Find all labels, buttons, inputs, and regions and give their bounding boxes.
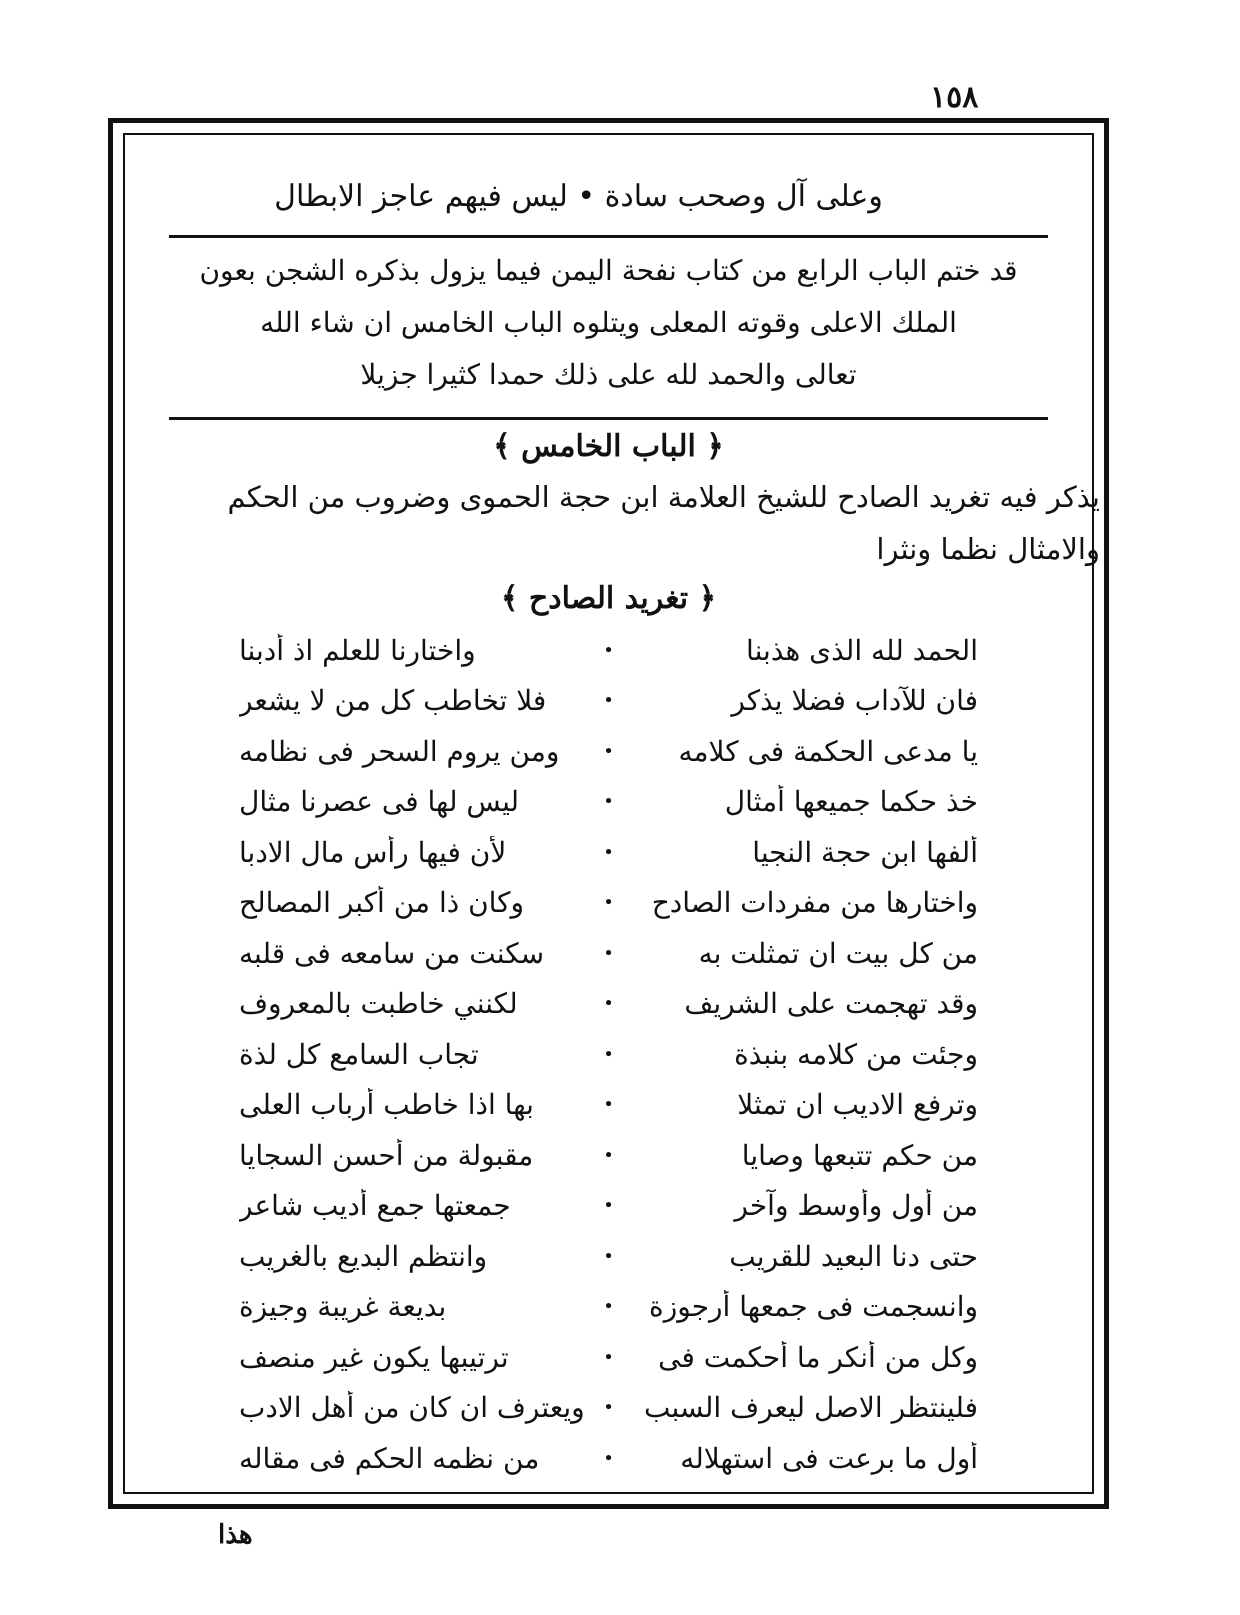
verse-first-hemistich: واختارها من مفردات الصادح [651,886,978,920]
verse-first-hemistich: وقد تهجمت على الشريف [684,987,978,1021]
verse-first-hemistich: وجئت من كلامه بنبذة [734,1037,978,1071]
verse-first-hemistich: ألفها ابن حجة النجيا [752,835,978,869]
intro-line: يذكر فيه تغريد الصادح للشيخ العلامة ابن حجة الحموى وضروب من الحكم [227,480,1100,514]
opening-line: وعلى آل وصحب سادة • ليس فيهم عاجز الابطال [274,179,883,214]
verse-first-hemistich: وانسجمت فى جمعها أرجوزة [649,1290,978,1324]
page-frame [108,118,1109,1509]
verse-separator: • [603,740,614,762]
verse-second-hemistich: ترتيبها يكون غير منصف [239,1340,509,1374]
catchword: هذا [218,1520,253,1550]
page-content [139,149,1100,1478]
verse-first-hemistich: أول ما برعت فى استهلاله [680,1441,978,1475]
verse-separator: • [603,1245,614,1267]
verse-separator: • [603,942,614,964]
chapter-intro [119,471,1100,575]
verse-separator: • [603,1447,614,1469]
verse-line [239,777,978,828]
verse-second-hemistich: لكنني خاطبت بالمعروف [239,987,518,1021]
verse-separator: • [603,1296,614,1318]
verse-line [239,979,978,1030]
verse-second-hemistich: وانتظم البديع بالغريب [239,1239,488,1273]
verse-separator: • [603,1195,614,1217]
verse-second-hemistich: وكان ذا من أكبر المصالح [239,886,525,920]
verse-second-hemistich: ويعترف ان كان من أهل الادب [239,1391,585,1425]
verse-second-hemistich: تجاب السامع كل لذة [239,1037,479,1071]
verse-line [239,928,978,979]
verse-first-hemistich: الحمد لله الذى هذبنا [746,633,978,667]
poem [239,625,978,1484]
verse-first-hemistich: يا مدعى الحكمة فى كلامه [678,734,978,768]
verse-separator: • [603,841,614,863]
verse-line [239,1332,978,1383]
verse-separator: • [603,639,614,661]
verse-second-hemistich: لأن فيها رأس مال الادبا [239,835,507,869]
verse-separator: • [603,690,614,712]
divider-rule [169,417,1048,420]
verse-separator: • [603,993,614,1015]
verse-line [239,1433,978,1484]
verse-second-hemistich: فلا تخاطب كل من لا يشعر [239,684,547,718]
verse-first-hemistich: وترفع الاديب ان تمثلا [737,1088,978,1122]
verse-separator: • [603,1397,614,1419]
verse-separator: • [603,791,614,813]
verse-second-hemistich: بها اذا خاطب أرباب العلى [239,1088,534,1122]
verse-separator: • [603,1094,614,1116]
page-frame-inner [123,133,1100,1494]
verse-line [239,1080,978,1131]
poem-title: ﴿ تغريد الصادح ﴾ [500,581,717,616]
verse-first-hemistich: من أول وأوسط وآخر [734,1189,978,1223]
verse-second-hemistich: واختارنا للعلم اذ أدبنا [239,633,476,667]
verse-line [239,676,978,727]
divider-rule [169,235,1048,238]
verse-line [239,1231,978,1282]
chapter-title: ﴿ الباب الخامس ﴾ [493,429,724,464]
verse-second-hemistich: ومن يروم السحر فى نظامه [239,734,560,768]
verse-second-hemistich: بديعة غريبة وجيزة [239,1290,447,1324]
verse-line [239,1181,978,1232]
page-number: ١٥٨ [930,80,979,115]
chapter-closing-note [159,245,1058,401]
verse-second-hemistich: من نظمه الحكم فى مقاله [239,1441,540,1475]
intro-line: والامثال نظما ونثرا [876,532,1100,566]
closing-note-line: قد ختم الباب الرابع من كتاب نفحة اليمن فيما يزول بذكره الشجن بعون [199,254,1018,287]
verse-separator: • [603,1346,614,1368]
verse-first-hemistich: من كل بيت ان تمثلت به [698,936,978,970]
verse-line [239,1029,978,1080]
verse-separator: • [603,1144,614,1166]
verse-second-hemistich: مقبولة من أحسن السجايا [239,1138,534,1172]
verse-first-hemistich: فان للآداب فضلا يذكر [731,684,978,718]
closing-note-line: تعالى والحمد لله على ذلك حمدا كثيرا جزيلا [360,358,857,391]
verse-first-hemistich: وكل من أنكر ما أحكمت فى [658,1340,978,1374]
verse-line [239,878,978,929]
verse-second-hemistich: جمعتها جمع أديب شاعر [239,1189,511,1223]
verse-separator: • [603,1043,614,1065]
verse-first-hemistich: حتى دنا البعيد للقريب [729,1239,978,1273]
verse-line [239,827,978,878]
verse-line [239,1130,978,1181]
verse-second-hemistich: ليس لها فى عصرنا مثال [239,785,520,819]
closing-note-line: الملك الاعلى وقوته المعلى ويتلوه الباب الخامس ان شاء الله [260,306,957,339]
verse-line [239,1383,978,1434]
verse-first-hemistich: من حكم تتبعها وصايا [741,1138,978,1172]
verse-separator: • [603,892,614,914]
verse-line [239,726,978,777]
verse-line [239,625,978,676]
verse-line [239,1282,978,1333]
verse-second-hemistich: سكنت من سامعه فى قلبه [239,936,545,970]
verse-first-hemistich: فلينتظر الاصل ليعرف السبب [643,1391,978,1425]
verse-first-hemistich: خذ حكما جميعها أمثال [724,785,978,819]
